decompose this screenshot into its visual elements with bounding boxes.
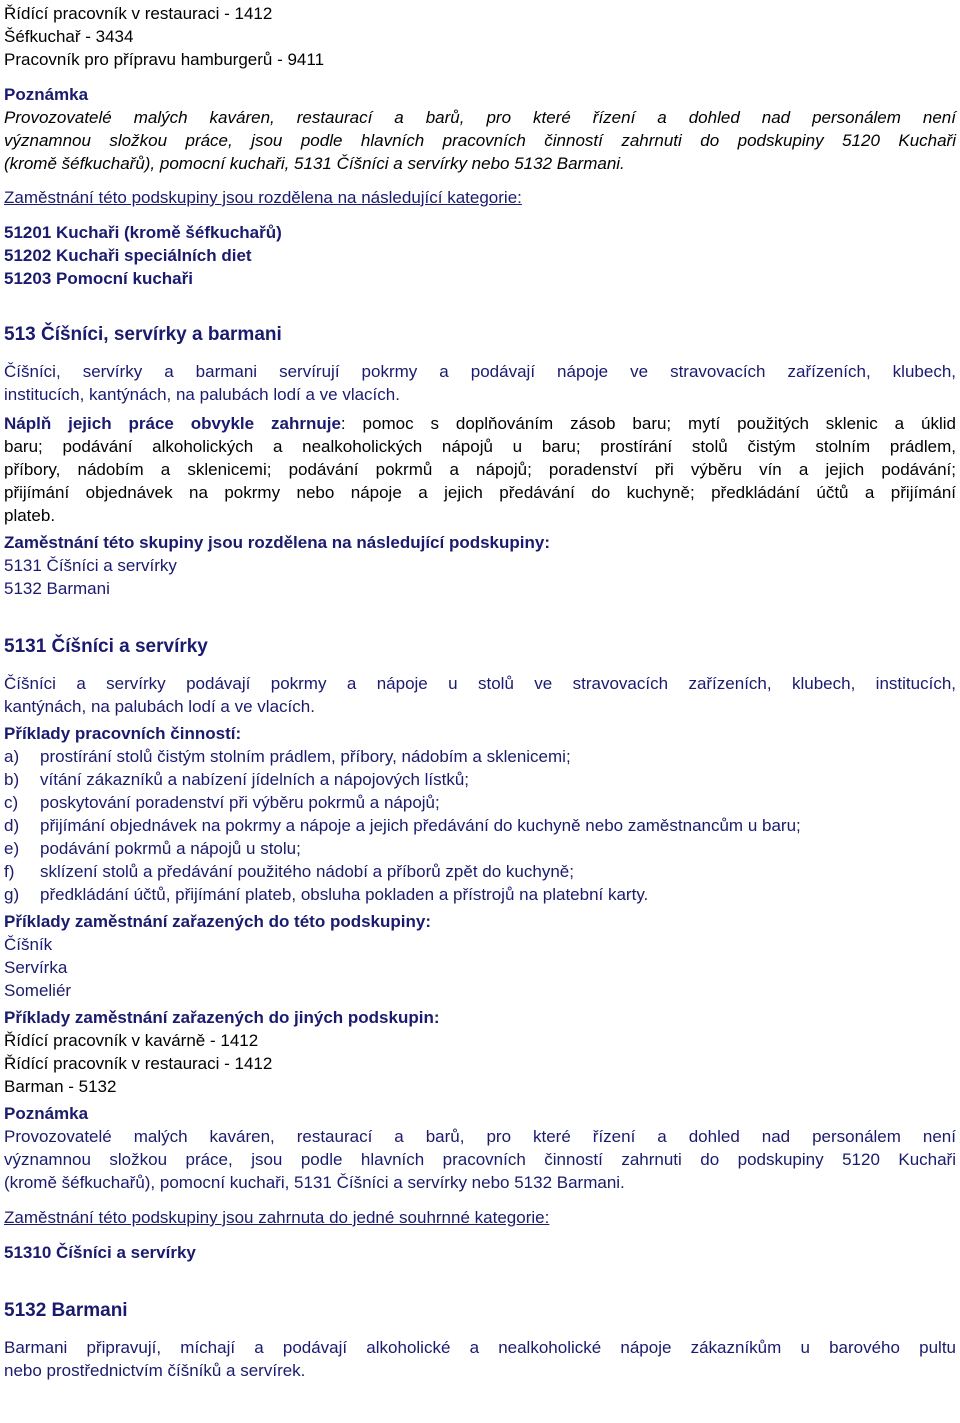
desc-line: Barmani připravují, míchají a podávají alkoholické a nealkoholické nápoje zákazníkům u barového pultu [4, 1338, 956, 1357]
activity-item: c) poskytování poradenství při výběru pokrmů a nápojů; [4, 793, 440, 812]
activity-item: d) přijímání objednávek na pokrmy a nápoje a jejich předávání do kuchyně nebo zaměstnancům u baru; [4, 816, 801, 835]
note-line: významnou složkou práce, jsou podle hlavních pracovních činností zahrnuti do podskupiny 5120 Kuchaři [4, 1150, 956, 1169]
other-examples-heading: Příklady zaměstnání zařazených do jiných podskupin: [4, 1008, 440, 1027]
tasks-line: baru; podávání alkoholických a nealkoholických nápojů u baru; prostírání stolů čistým stolním prádlem, [4, 437, 956, 456]
note-line: Provozovatelé malých kaváren, restaurací a barů, pro které řízení a dohled nad personálem není [4, 1127, 956, 1146]
note-line: Provozovatelé malých kaváren, restaurací a barů, pro které řízení a dohled nad personálem není [4, 108, 956, 127]
desc-line: kantýnách, na palubách lodí a ve vlacích. [4, 697, 315, 716]
note-block [4, 1102, 956, 1194]
desc-line: Číšníci, servírky a barmani servírují pokrmy a podávají nápoje ve stravovacích zařízeních, klubech, [4, 362, 956, 381]
example-line: Řídící pracovník v restauraci - 1412 [4, 4, 273, 23]
tasks-line: přijímání objednávek na pokrmy nebo nápoje a jejich předávání do kuchyně; předkládání účtů a přijímání [4, 483, 956, 502]
other-example-item: Řídící pracovník v kavárně - 1412 [4, 1031, 259, 1050]
note-block [4, 83, 956, 175]
section-title: 5131 Číšníci a servírky [4, 636, 208, 657]
note-heading: Poznámka [4, 1104, 89, 1123]
top-examples [4, 2, 956, 71]
example-item: Servírka [4, 958, 68, 977]
tasks-label: Náplň jejich práce obvykle zahrnuje [4, 414, 341, 433]
example-line: Šéfkuchař - 3434 [4, 27, 134, 46]
document-page [0, 2, 960, 1382]
note-line: (kromě šéfkuchařů), pomocní kuchaři, 5131 Číšníci a servírky nebo 5132 Barmani. [4, 1173, 625, 1192]
example-item: Číšník [4, 935, 53, 954]
tasks-first: : pomoc s doplňováním zásob baru; mytí použitých sklenic a úklid [340, 414, 956, 433]
category-intro: Zaměstnání této podskupiny jsou zahrnuta do jedné souhrnné kategorie: [4, 1208, 550, 1227]
tasks-line: příbory, nádobím a sklenicemi; podávání pokrmů a nápojů; poradenství při výběru vín a jejich podávání; [4, 460, 956, 479]
note-line: (kromě šéfkuchařů), pomocní kuchaři, 5131 Číšníci a servírky nebo 5132 Barmani. [4, 154, 625, 173]
category-block [4, 186, 956, 290]
activity-item: b) vítání zákazníků a nabízení jídelních a nápojových lístků; [4, 770, 470, 789]
activity-item: e) podávání pokrmů a nápojů u stolu; [4, 839, 301, 858]
note-line: významnou složkou práce, jsou podle hlavních pracovních činností zahrnuti do podskupiny 5120 Kuchaři [4, 131, 956, 150]
category-item: 51202 Kuchaři speciálních diet [4, 246, 252, 265]
subgroup-5132 [4, 1298, 956, 1382]
activity-item: f) sklízení stolů a předávání použitého nádobí a příborů zpět do kuchyně; [4, 862, 574, 881]
desc-line: nebo prostřednictvím číšníků a servírek. [4, 1361, 306, 1380]
category-item: 51203 Pomocní kuchaři [4, 269, 193, 288]
other-example-item: Barman - 5132 [4, 1077, 117, 1096]
desc-line: institucích, kantýnách, na palubách lodí a ve vlacích. [4, 385, 400, 404]
category-item: 51201 Kuchaři (kromě šéfkuchařů) [4, 223, 282, 242]
note-heading: Poznámka [4, 85, 89, 104]
subgroup-5131 [4, 634, 956, 1264]
tasks-paragraph [4, 412, 956, 527]
example-item: Someliér [4, 981, 72, 1000]
examples-heading: Příklady zaměstnání zařazených do této podskupiny: [4, 912, 431, 931]
section-title: 513 Číšníci, servírky a barmani [4, 324, 282, 345]
other-example-item: Řídící pracovník v restauraci - 1412 [4, 1054, 273, 1073]
subgroup-item: 5131 Číšníci a servírky [4, 556, 177, 575]
activity-item: g) předkládání účtů, přijímání plateb, obsluha pokladen a přístrojů na platební karty. [4, 885, 649, 904]
example-line: Pracovník pro přípravu hamburgerů - 9411 [4, 50, 325, 69]
tasks-line: plateb. [4, 506, 56, 525]
subgroups-intro: Zaměstnání této skupiny jsou rozdělena na následující podskupiny: [4, 533, 550, 552]
desc-line: Číšníci a servírky podávají pokrmy a nápoje u stolů ve stravovacích zařízeních, klubech, institucích, [4, 674, 956, 693]
category-item: 51310 Číšníci a servírky [4, 1243, 196, 1262]
category-intro: Zaměstnání této podskupiny jsou rozdělena na následující kategorie: [4, 188, 522, 207]
activities-heading: Příklady pracovních činností: [4, 724, 242, 743]
subgroup-item: 5132 Barmani [4, 579, 110, 598]
group-513 [4, 322, 956, 600]
activity-item: a) prostírání stolů čistým stolním prádlem, příbory, nádobím a sklenicemi; [4, 747, 571, 766]
section-title: 5132 Barmani [4, 1300, 128, 1321]
